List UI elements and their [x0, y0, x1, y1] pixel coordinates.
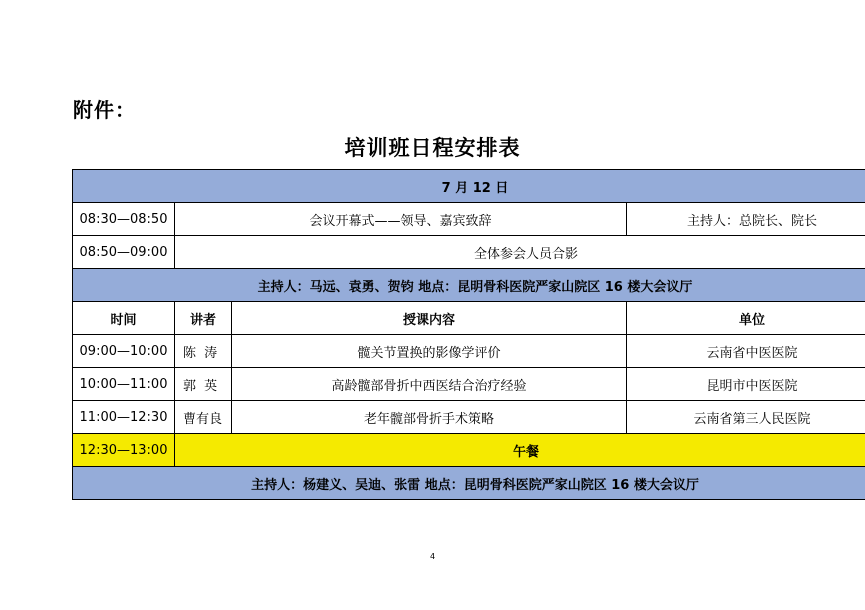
- schedule-table: [72, 169, 865, 500]
- photo-time: 08:50—09:00: [73, 236, 175, 269]
- date-cell: 7 月 12 日: [73, 170, 865, 203]
- lecture-unit: 云南省中医医院: [627, 335, 865, 368]
- lunch-time: 12:30—13:00: [73, 434, 175, 467]
- session1-host: 主持人：马远、袁勇、贺钧 地点：昆明骨科医院严家山院区 16 楼大会议厅: [73, 269, 865, 302]
- lecture-speaker: 曹有良: [175, 401, 232, 434]
- session2-host-row: [73, 467, 865, 500]
- lecture-time: 09:00—10:00: [73, 335, 175, 368]
- session2-host: 主持人：杨建义、吴迪、张雷 地点：昆明骨科医院严家山院区 16 楼大会议厅: [73, 467, 865, 500]
- header-time: 时间: [73, 302, 175, 335]
- lunch-row: [73, 434, 865, 467]
- date-row: [73, 170, 865, 203]
- attachment-label: 附件：: [73, 98, 136, 122]
- photo-row: [73, 236, 865, 269]
- header-row: [73, 302, 865, 335]
- lecture-unit: 云南省第三人民医院: [627, 401, 865, 434]
- lecture-content: 高龄髋部骨折中西医结合治疗经验: [232, 368, 627, 401]
- opening-row: [73, 203, 865, 236]
- lecture-time: 10:00—11:00: [73, 368, 175, 401]
- page-title: 培训班日程安排表: [344, 136, 521, 160]
- page-number: 4: [429, 552, 436, 561]
- lecture-speaker: 陈 涛: [175, 335, 232, 368]
- lecture-row: [73, 335, 865, 368]
- lecture-content: 髋关节置换的影像学评价: [232, 335, 627, 368]
- header-unit: 单位: [627, 302, 865, 335]
- photo-event: 全体参会人员合影: [175, 236, 865, 269]
- header-speaker: 讲者: [175, 302, 232, 335]
- session1-host-row: [73, 269, 865, 302]
- opening-time: 08:30—08:50: [73, 203, 175, 236]
- opening-event: 会议开幕式——领导、嘉宾致辞: [175, 203, 627, 236]
- lecture-speaker: 郭 英: [175, 368, 232, 401]
- lecture-unit: 昆明市中医医院: [627, 368, 865, 401]
- lecture-content: 老年髋部骨折手术策略: [232, 401, 627, 434]
- lecture-row: [73, 401, 865, 434]
- opening-host: 主持人：总院长、院长: [627, 203, 865, 236]
- lecture-row: [73, 368, 865, 401]
- lecture-time: 11:00—12:30: [73, 401, 175, 434]
- header-content: 授课内容: [232, 302, 627, 335]
- lunch-label: 午餐: [175, 434, 865, 467]
